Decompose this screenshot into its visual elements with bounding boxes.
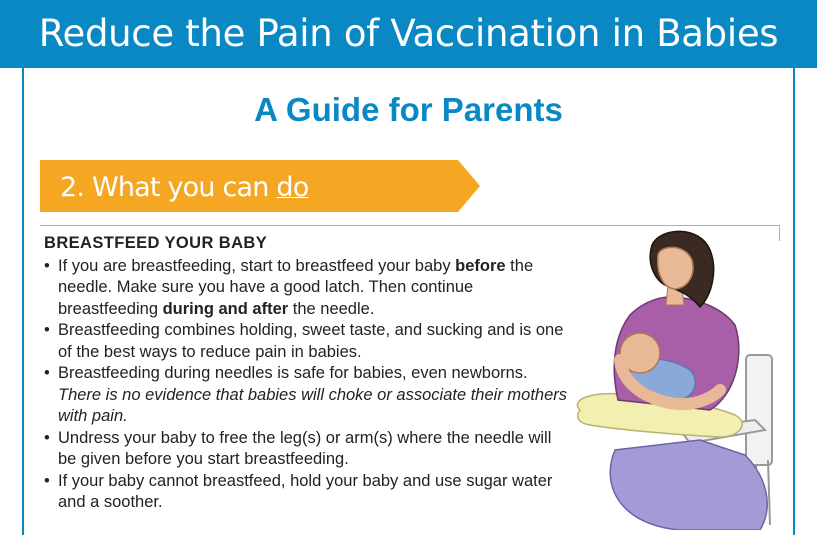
frame-border-right <box>793 68 795 535</box>
list-item <box>44 428 574 471</box>
bullet-list <box>44 256 574 514</box>
page-subtitle: A Guide for Parents <box>254 91 563 128</box>
list-item <box>44 363 574 428</box>
bullet-2-text: Breastfeeding combines holding, sweet taste, and sucking and is one of the best ways to reduce pain in babies. <box>58 321 564 361</box>
list-item <box>44 471 574 514</box>
bullet-1-bold-before: before <box>455 256 506 275</box>
frame-border-left <box>22 68 24 535</box>
bullet-1-bold-during: during and after <box>162 299 289 318</box>
bullet-1-text-a: If you are breastfeeding, start to breastfeed your baby <box>58 256 456 275</box>
bullet-5-text: If your baby cannot breastfeed, hold your baby and use sugar water and a soother. <box>58 471 553 511</box>
section-content <box>44 233 574 514</box>
page-title: Reduce the Pain of Vaccination in Babies <box>38 12 779 55</box>
list-item <box>44 256 574 321</box>
list-item <box>44 320 574 363</box>
breastfeeding-mother-illustration <box>560 225 785 530</box>
section-banner-title <box>60 172 308 204</box>
banner-title-underlined: do <box>276 172 309 203</box>
section-heading: BREASTFEED YOUR BABY <box>44 234 268 252</box>
bullet-3-text: Breastfeeding during needles is safe for babies, even newborns. <box>58 364 528 382</box>
bullet-1-text-b: the needle. Make sure you have a good latch. Then continue breastfeeding <box>58 256 534 318</box>
bullet-1-text-c: the needle. <box>288 299 375 318</box>
bullet-3-italic: There is no evidence that babies will choke or associate their mothers with pain. <box>58 385 568 425</box>
bullet-4-text: Undress your baby to free the leg(s) or arm(s) where the needle will be given before you start breastfeeding. <box>58 428 552 468</box>
banner-title-prefix: 2. What you can <box>60 172 277 203</box>
